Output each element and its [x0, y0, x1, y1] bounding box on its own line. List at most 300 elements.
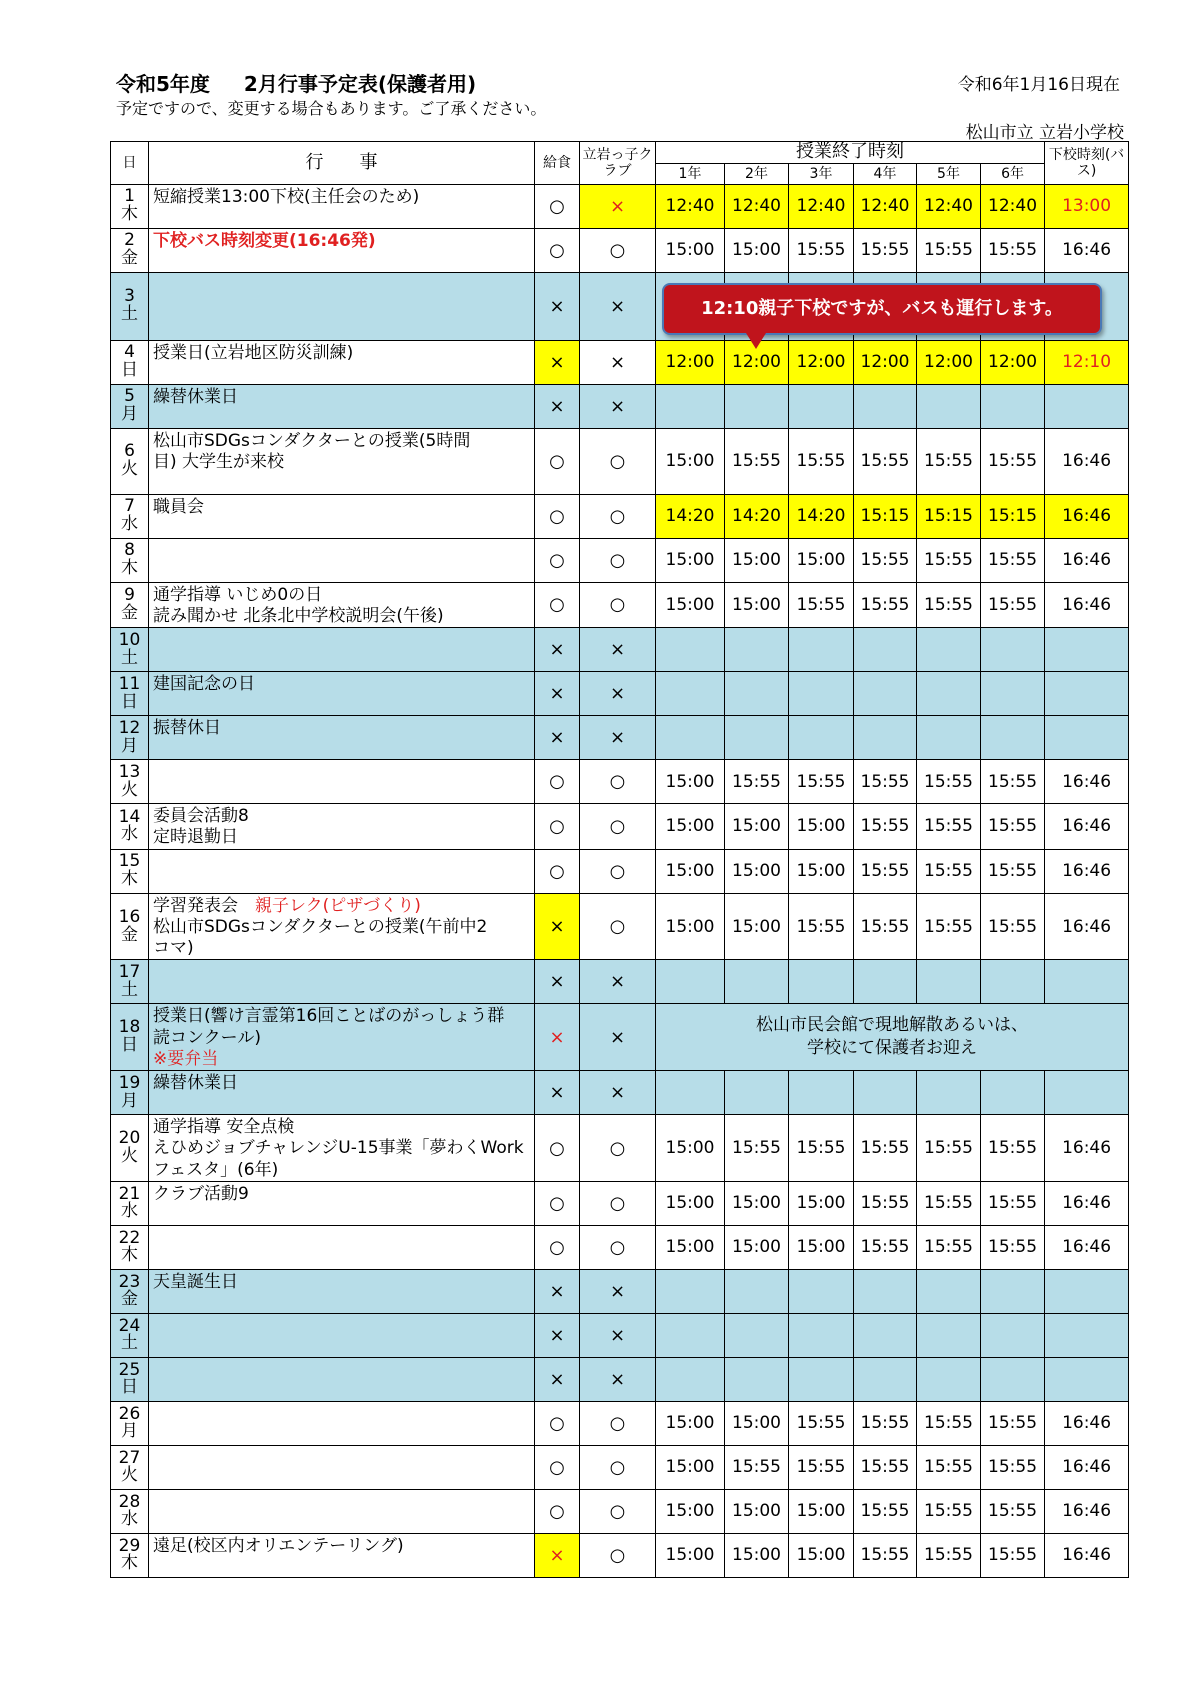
- weekday: 木: [121, 1245, 138, 1266]
- end-time-cell: 15:00: [725, 1489, 789, 1533]
- bus-time-cell: [1045, 960, 1129, 1004]
- event-cell: [149, 1181, 535, 1225]
- bus-time-cell: 16:46: [1045, 428, 1129, 494]
- end-time-cell: [725, 628, 789, 672]
- club-cell: ×: [580, 1004, 656, 1071]
- day-number: 20: [118, 1128, 141, 1149]
- day-cell: [111, 849, 149, 893]
- end-time-cell: 15:55: [789, 893, 854, 960]
- end-time-cell: 15:55: [917, 582, 981, 628]
- end-time-cell: [854, 1357, 917, 1401]
- table-row: [111, 582, 1129, 628]
- weekday: 金: [121, 924, 138, 945]
- day-cell: [111, 384, 149, 428]
- day-cell: [111, 672, 149, 716]
- header-grade: 1年: [656, 163, 725, 184]
- lunch-cell: ○: [535, 1225, 580, 1269]
- day-number: 14: [118, 806, 141, 827]
- lunch-cell: ○: [535, 849, 580, 893]
- end-time-cell: 15:55: [917, 1181, 981, 1225]
- end-time-cell: [981, 1269, 1045, 1313]
- day-number: 29: [118, 1535, 141, 1556]
- end-time-cell: [725, 1313, 789, 1357]
- table-row: [111, 893, 1129, 960]
- end-time-cell: 15:55: [854, 1181, 917, 1225]
- bus-time-cell: 16:46: [1045, 1181, 1129, 1225]
- lunch-cell: ×: [535, 384, 580, 428]
- bus-time-cell: 13:00: [1045, 184, 1129, 228]
- day-cell: [111, 1489, 149, 1533]
- table-row: [111, 1071, 1129, 1115]
- day-number: 12: [118, 717, 141, 738]
- end-time-cell: 15:00: [656, 538, 725, 582]
- day-cell: [111, 1401, 149, 1445]
- day-cell: [111, 1181, 149, 1225]
- end-time-cell: [917, 1313, 981, 1357]
- club-cell: ○: [580, 1115, 656, 1182]
- lunch-cell: ×: [535, 960, 580, 1004]
- day-number: 11: [118, 673, 141, 694]
- end-time-cell: 15:00: [656, 1181, 725, 1225]
- table-row: [111, 538, 1129, 582]
- end-time-cell: [854, 384, 917, 428]
- day-number: 13: [118, 761, 141, 782]
- day-number: 26: [118, 1403, 141, 1424]
- club-cell: ○: [580, 1225, 656, 1269]
- table-row: [111, 1225, 1129, 1269]
- day-cell: [111, 184, 149, 228]
- lunch-cell: ×: [535, 1313, 580, 1357]
- event-cell: [149, 628, 535, 672]
- end-time-cell: 15:55: [725, 1445, 789, 1489]
- event-line: 読コンクール): [153, 1027, 261, 1048]
- page-subtitle: 予定ですので、変更する場合もあります。ご了承ください。: [116, 99, 547, 118]
- end-time-cell: [981, 716, 1045, 760]
- bus-time-cell: 16:46: [1045, 893, 1129, 960]
- end-time-cell: 15:55: [917, 760, 981, 804]
- day-number: 17: [118, 962, 141, 983]
- end-time-cell: 15:00: [656, 804, 725, 850]
- club-cell: ×: [580, 1269, 656, 1313]
- event-cell: [149, 1313, 535, 1357]
- table-row: [111, 1004, 1129, 1071]
- day-number: 18: [118, 1017, 141, 1038]
- end-time-cell: 15:15: [981, 494, 1045, 538]
- bus-time-cell: [1045, 716, 1129, 760]
- day-number: 9: [124, 585, 135, 606]
- event-cell: [149, 716, 535, 760]
- bus-time-cell: [1045, 1071, 1129, 1115]
- end-time-cell: [981, 1357, 1045, 1401]
- club-cell: ○: [580, 428, 656, 494]
- day-number: 4: [124, 342, 135, 363]
- end-time-cell: 15:15: [917, 494, 981, 538]
- end-time-cell: 15:55: [854, 428, 917, 494]
- lunch-cell: ○: [535, 760, 580, 804]
- day-number: 24: [118, 1315, 141, 1336]
- header-grade: 2年: [725, 163, 789, 184]
- day-cell: [111, 1225, 149, 1269]
- end-time-cell: 15:55: [789, 1445, 854, 1489]
- lunch-cell: ×: [535, 628, 580, 672]
- club-cell: ○: [580, 1401, 656, 1445]
- end-time-cell: 15:00: [725, 893, 789, 960]
- event-line: 遠足(校区内オリエンテーリング): [153, 1535, 404, 1556]
- end-time-cell: [917, 716, 981, 760]
- lunch-cell: ×: [535, 1269, 580, 1313]
- event-line: ※要弁当: [153, 1048, 219, 1069]
- event-cell: [149, 1225, 535, 1269]
- table-row: [111, 849, 1129, 893]
- end-time-cell: [656, 1313, 725, 1357]
- weekday: 金: [121, 602, 138, 623]
- end-time-cell: 15:00: [656, 1401, 725, 1445]
- end-time-cell: 14:20: [656, 494, 725, 538]
- end-time-cell: 15:00: [725, 1533, 789, 1577]
- club-cell: ○: [580, 228, 656, 272]
- event-cell: [149, 538, 535, 582]
- event-cell: [149, 1004, 535, 1071]
- end-time-cell: 15:00: [725, 582, 789, 628]
- table-row: [111, 960, 1129, 1004]
- end-time-cell: [725, 716, 789, 760]
- day-cell: [111, 582, 149, 628]
- club-cell: ○: [580, 804, 656, 850]
- day-cell: [111, 428, 149, 494]
- event-cell: [149, 582, 535, 628]
- day-number: 6: [124, 441, 135, 462]
- day-cell: [111, 1004, 149, 1071]
- end-time-cell: [789, 1357, 854, 1401]
- event-cell: [149, 1357, 535, 1401]
- end-time-cell: [854, 716, 917, 760]
- lunch-cell: ○: [535, 1489, 580, 1533]
- day-number: 15: [118, 851, 141, 872]
- event-cell: [149, 340, 535, 384]
- lunch-cell: ○: [535, 184, 580, 228]
- bus-time-cell: 16:46: [1045, 1225, 1129, 1269]
- end-time-cell: 15:55: [854, 1533, 917, 1577]
- end-time-cell: 15:55: [981, 1533, 1045, 1577]
- event-cell: [149, 384, 535, 428]
- end-time-cell: 15:55: [981, 804, 1045, 850]
- end-time-cell: [725, 672, 789, 716]
- table-row: [111, 1115, 1129, 1182]
- table-row: [111, 1489, 1129, 1533]
- club-cell: ×: [580, 960, 656, 1004]
- end-time-cell: [656, 672, 725, 716]
- end-time-cell: 12:40: [656, 184, 725, 228]
- event-cell: [149, 228, 535, 272]
- club-cell: ○: [580, 582, 656, 628]
- end-time-cell: [981, 384, 1045, 428]
- event-line: 学習発表会: [153, 895, 238, 916]
- event-line: 委員会活動8: [153, 806, 249, 827]
- lunch-cell: ○: [535, 428, 580, 494]
- end-time-cell: 15:55: [917, 1445, 981, 1489]
- event-cell: [149, 760, 535, 804]
- school-name: 松山市立 立岩小学校: [965, 123, 1124, 143]
- lunch-cell: ×: [535, 893, 580, 960]
- end-time-cell: 15:00: [656, 760, 725, 804]
- end-time-cell: [917, 628, 981, 672]
- end-time-cell: [789, 1071, 854, 1115]
- end-time-cell: [656, 1071, 725, 1115]
- end-time-cell: [917, 960, 981, 1004]
- event-cell: [149, 960, 535, 1004]
- end-time-cell: [656, 628, 725, 672]
- event-cell: [149, 494, 535, 538]
- bus-time-cell: 16:46: [1045, 804, 1129, 850]
- day-cell: [111, 804, 149, 850]
- end-time-cell: 15:55: [917, 1115, 981, 1182]
- end-time-cell: 15:55: [917, 1533, 981, 1577]
- day-cell: [111, 628, 149, 672]
- day-cell: [111, 538, 149, 582]
- bus-time-cell: [1045, 1357, 1129, 1401]
- as-of-date: 令和6年1月16日現在: [957, 75, 1120, 95]
- event-line: 天皇誕生日: [153, 1271, 238, 1292]
- event-line: 授業日(立岩地区防災訓練): [153, 342, 354, 363]
- day-cell: [111, 272, 149, 340]
- end-time-cell: 15:00: [656, 428, 725, 494]
- end-time-cell: [981, 1071, 1045, 1115]
- header-grade: 4年: [854, 163, 917, 184]
- end-time-cell: [656, 960, 725, 1004]
- event-line: 下校バス時刻変更(16:46発): [153, 230, 376, 251]
- end-time-cell: 14:20: [789, 494, 854, 538]
- day-number: 10: [118, 629, 141, 650]
- end-time-cell: 15:55: [789, 582, 854, 628]
- weekday: 土: [121, 1333, 138, 1354]
- end-time-cell: [854, 672, 917, 716]
- header-event: 行 事: [149, 142, 535, 185]
- club-cell: ×: [580, 1357, 656, 1401]
- event-cell: [149, 1489, 535, 1533]
- end-time-cell: 15:55: [854, 1445, 917, 1489]
- end-time-cell: 15:00: [789, 1225, 854, 1269]
- bus-time-cell: 12:10: [1045, 340, 1129, 384]
- end-time-cell: 15:55: [854, 538, 917, 582]
- table-row: [111, 340, 1129, 384]
- end-time-cell: 15:55: [725, 428, 789, 494]
- event-line: 松山市SDGsコンダクターとの授業(5時間: [153, 430, 471, 451]
- end-time-cell: 15:00: [725, 1401, 789, 1445]
- weekday: 水: [121, 514, 138, 535]
- club-cell: ×: [580, 672, 656, 716]
- end-time-cell: 14:20: [725, 494, 789, 538]
- event-line: クラブ活動9: [153, 1183, 249, 1204]
- end-time-cell: 15:55: [854, 582, 917, 628]
- bus-time-cell: 16:46: [1045, 1445, 1129, 1489]
- end-time-cell: 15:55: [981, 893, 1045, 960]
- title-fiscal-year: 令和5年度: [116, 72, 210, 96]
- weekday: 日: [121, 360, 138, 381]
- end-time-cell: 15:55: [981, 760, 1045, 804]
- end-time-cell: [789, 628, 854, 672]
- end-time-cell: 15:55: [917, 849, 981, 893]
- end-time-cell: [854, 1313, 917, 1357]
- lunch-cell: ○: [535, 494, 580, 538]
- end-time-cell: [917, 672, 981, 716]
- event-highlight: 親子レク(ピザづくり): [255, 895, 421, 916]
- day-cell: [111, 1115, 149, 1182]
- club-cell: ○: [580, 1445, 656, 1489]
- day-cell: [111, 1269, 149, 1313]
- bus-time-cell: 16:46: [1045, 582, 1129, 628]
- event-line: 通学指導 安全点検: [153, 1117, 295, 1138]
- end-time-cell: 12:40: [981, 184, 1045, 228]
- end-time-cell: 12:00: [656, 340, 725, 384]
- end-time-cell: 15:55: [981, 1489, 1045, 1533]
- end-time-cell: 12:40: [854, 184, 917, 228]
- lunch-cell: ×: [535, 716, 580, 760]
- end-time-cell: 15:55: [917, 1401, 981, 1445]
- header-grade: 6年: [981, 163, 1045, 184]
- lunch-cell: ×: [535, 1357, 580, 1401]
- end-time-cell: [656, 1357, 725, 1401]
- club-cell: ×: [580, 340, 656, 384]
- event-line: コマ): [153, 938, 194, 959]
- end-time-cell: [917, 1071, 981, 1115]
- event-cell: [149, 849, 535, 893]
- title-schedule-name: 2月行事予定表(保護者用): [243, 72, 477, 96]
- header-end-time: 授業終了時刻: [656, 142, 1045, 164]
- end-time-cell: 15:55: [981, 228, 1045, 272]
- end-time-cell: 15:55: [917, 228, 981, 272]
- day-cell: [111, 1357, 149, 1401]
- end-time-cell: 15:55: [854, 1225, 917, 1269]
- end-time-cell: [981, 628, 1045, 672]
- table-row: [111, 1313, 1129, 1357]
- day-number: 21: [118, 1183, 141, 1204]
- lunch-cell: ○: [535, 228, 580, 272]
- table-row: [111, 1533, 1129, 1577]
- end-time-cell: 15:55: [725, 760, 789, 804]
- end-time-cell: 15:55: [917, 804, 981, 850]
- end-time-cell: [789, 716, 854, 760]
- weekday: 日: [121, 1377, 138, 1398]
- end-time-cell: 15:00: [656, 1489, 725, 1533]
- weekday: 木: [121, 1553, 138, 1574]
- weekday: 土: [121, 979, 138, 1000]
- club-cell: ×: [580, 184, 656, 228]
- table-row: [111, 716, 1129, 760]
- table-row: [111, 804, 1129, 850]
- end-time-cell: 15:55: [789, 228, 854, 272]
- row18-note: [656, 1004, 1129, 1071]
- event-cell: [149, 428, 535, 494]
- end-time-cell: [917, 1269, 981, 1313]
- end-time-cell: [789, 1313, 854, 1357]
- event-line: 繰替休業日: [153, 386, 238, 407]
- end-time-cell: 15:00: [789, 1489, 854, 1533]
- event-line: 振替休日: [153, 718, 221, 739]
- end-time-cell: [725, 1357, 789, 1401]
- club-cell: ×: [580, 384, 656, 428]
- header-grade: 3年: [789, 163, 854, 184]
- end-time-cell: 12:00: [854, 340, 917, 384]
- end-time-cell: 15:00: [656, 1445, 725, 1489]
- day-number: 1: [124, 186, 135, 207]
- lunch-cell: ×: [535, 1533, 580, 1577]
- weekday: 木: [121, 204, 138, 225]
- table-row: [111, 1445, 1129, 1489]
- bus-time-cell: 16:46: [1045, 1489, 1129, 1533]
- end-time-cell: 15:00: [789, 804, 854, 850]
- table-row: [111, 628, 1129, 672]
- weekday: 日: [121, 691, 138, 712]
- lunch-cell: ×: [535, 340, 580, 384]
- event-cell: [149, 1071, 535, 1115]
- end-time-cell: 15:55: [917, 428, 981, 494]
- day-number: 27: [118, 1447, 141, 1468]
- event-cell: [149, 1533, 535, 1577]
- end-time-cell: 15:00: [656, 893, 725, 960]
- bus-time-cell: 16:46: [1045, 849, 1129, 893]
- end-time-cell: 15:00: [725, 1225, 789, 1269]
- end-time-cell: 15:55: [981, 428, 1045, 494]
- table-row: [111, 228, 1129, 272]
- club-cell: ○: [580, 1533, 656, 1577]
- end-time-cell: [725, 960, 789, 1004]
- end-time-cell: [854, 960, 917, 1004]
- end-time-cell: 15:55: [981, 538, 1045, 582]
- event-cell: [149, 1445, 535, 1489]
- club-cell: ×: [580, 272, 656, 340]
- end-time-cell: [917, 1357, 981, 1401]
- end-time-cell: 15:55: [981, 1445, 1045, 1489]
- event-cell: [149, 893, 535, 960]
- day-number: 16: [118, 906, 141, 927]
- lunch-cell: ○: [535, 538, 580, 582]
- end-time-cell: [656, 1269, 725, 1313]
- table-row: [111, 672, 1129, 716]
- end-time-cell: 15:00: [789, 849, 854, 893]
- end-time-cell: 15:00: [789, 1533, 854, 1577]
- weekday: 月: [121, 1421, 138, 1442]
- club-cell: ○: [580, 849, 656, 893]
- event-line: 通学指導 いじめ0の日: [153, 584, 323, 605]
- lunch-cell: ○: [535, 1115, 580, 1182]
- event-cell: [149, 672, 535, 716]
- weekday: 水: [121, 824, 138, 845]
- bus-time-cell: 16:46: [1045, 538, 1129, 582]
- club-cell: ○: [580, 893, 656, 960]
- table-row: [111, 1401, 1129, 1445]
- end-time-cell: [725, 1071, 789, 1115]
- event-line: 繰替休業日: [153, 1073, 238, 1094]
- table-row: [111, 760, 1129, 804]
- lunch-cell: ×: [535, 272, 580, 340]
- end-time-cell: [656, 716, 725, 760]
- weekday: 土: [121, 647, 138, 668]
- table-row: [111, 184, 1129, 228]
- club-cell: ○: [580, 1489, 656, 1533]
- lunch-cell: ×: [535, 1004, 580, 1071]
- header-club: 立岩っ子クラブ: [580, 142, 656, 185]
- event-cell: [149, 1269, 535, 1313]
- end-time-cell: 12:00: [917, 340, 981, 384]
- table-row: [111, 494, 1129, 538]
- table-row: [111, 384, 1129, 428]
- end-time-cell: 12:40: [917, 184, 981, 228]
- event-cell: [149, 1401, 535, 1445]
- end-time-cell: 15:55: [789, 760, 854, 804]
- day-cell: [111, 1445, 149, 1489]
- end-time-cell: 15:55: [854, 760, 917, 804]
- end-time-cell: 15:55: [789, 428, 854, 494]
